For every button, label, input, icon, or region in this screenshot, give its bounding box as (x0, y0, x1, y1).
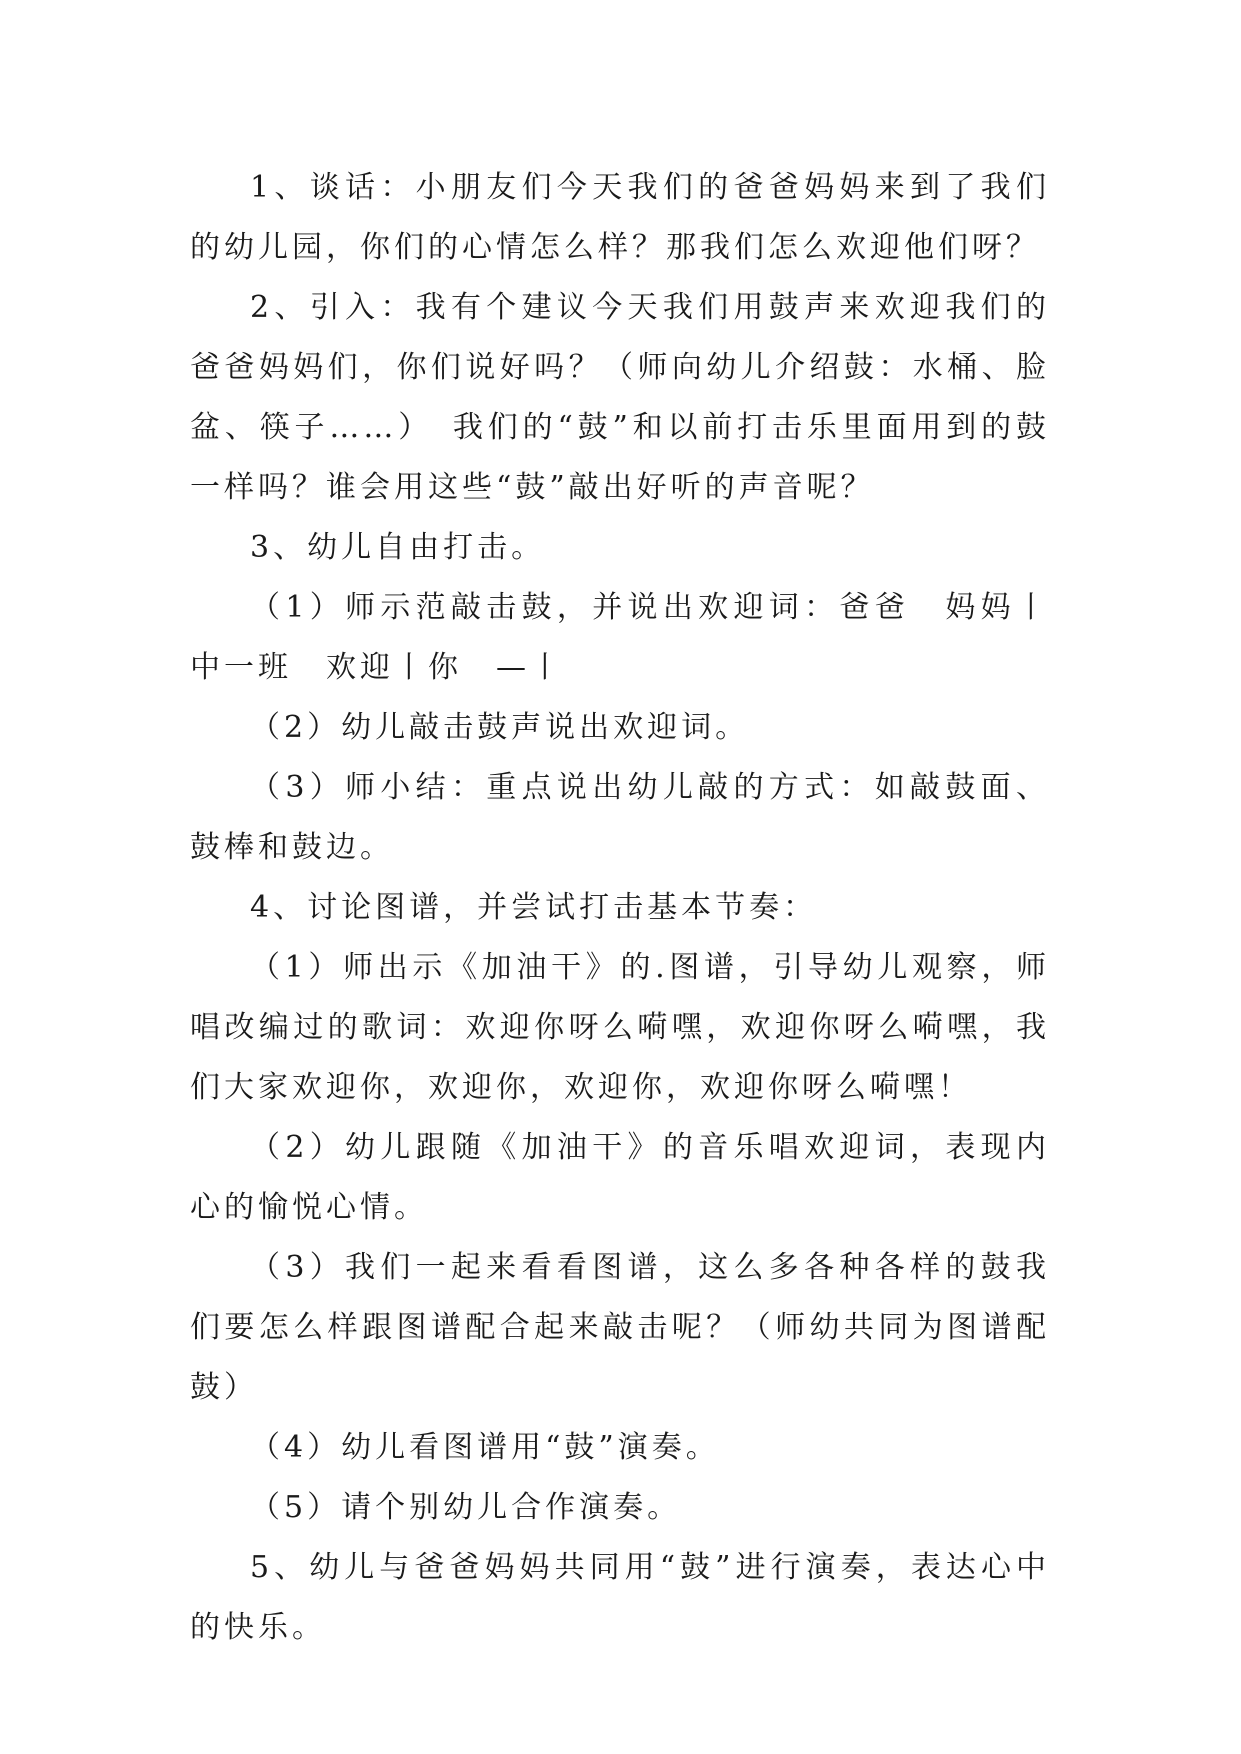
paragraph-intro: 2、引入：我有个建议今天我们用鼓声来欢迎我们的爸爸妈妈们，你们说好吗？（师向幼儿介绍鼓：水桶、脸盆、筷子……） 我们的“鼓”和以前打击乐里面用到的鼓一样吗？谁会用这些“鼓”敲出好听的声音呢？ (190, 290, 1050, 505)
paragraph-perform: （4）幼儿看图谱用“鼓”演奏。 (250, 1430, 720, 1465)
paragraph-sing-along: （2）幼儿跟随《加油干》的音乐唱欢迎词，表现内心的愉悦心情。 (190, 1130, 1050, 1225)
document-body (190, 158, 1050, 1658)
paragraph-parents-perform: 5、幼儿与爸爸妈妈共同用“鼓”进行演奏，表达心中的快乐。 (190, 1550, 1050, 1645)
paragraph-talk: 1、谈话：小朋友们今天我们的爸爸妈妈来到了我们的幼儿园，你们的心情怎么样？那我们怎么欢迎他们呀？ (190, 170, 1050, 265)
paragraph-show-score: （1）师出示《加油干》的.图谱，引导幼儿观察，师唱改编过的歌词：欢迎你呀么嗬嘿，欢迎你呀么嗬嘿，我们大家欢迎你，欢迎你，欢迎你，欢迎你呀么嗬嘿！ (190, 950, 1050, 1105)
paragraph-free-play: 3、幼儿自由打击。 (250, 530, 546, 565)
paragraph-discuss-score: 4、讨论图谱，并尝试打击基本节奏： (250, 890, 818, 925)
paragraph-group-perform: （5）请个别幼儿合作演奏。 (250, 1490, 682, 1525)
paragraph-demo: （1）师示范敲击鼓，并说出欢迎词：爸爸 妈妈丨中一班 欢迎丨你 —丨 (190, 590, 1050, 685)
paragraph-children-drum: （2）幼儿敲击鼓声说出欢迎词。 (250, 710, 750, 745)
paragraph-match-score: （3）我们一起来看看图谱，这么多各种各样的鼓我们要怎么样跟图谱配合起来敲击呢？（师幼共同为图谱配鼓） (190, 1250, 1050, 1405)
paragraph-summary: （3）师小结：重点说出幼儿敲的方式：如敲鼓面、鼓棒和鼓边。 (190, 770, 1050, 865)
